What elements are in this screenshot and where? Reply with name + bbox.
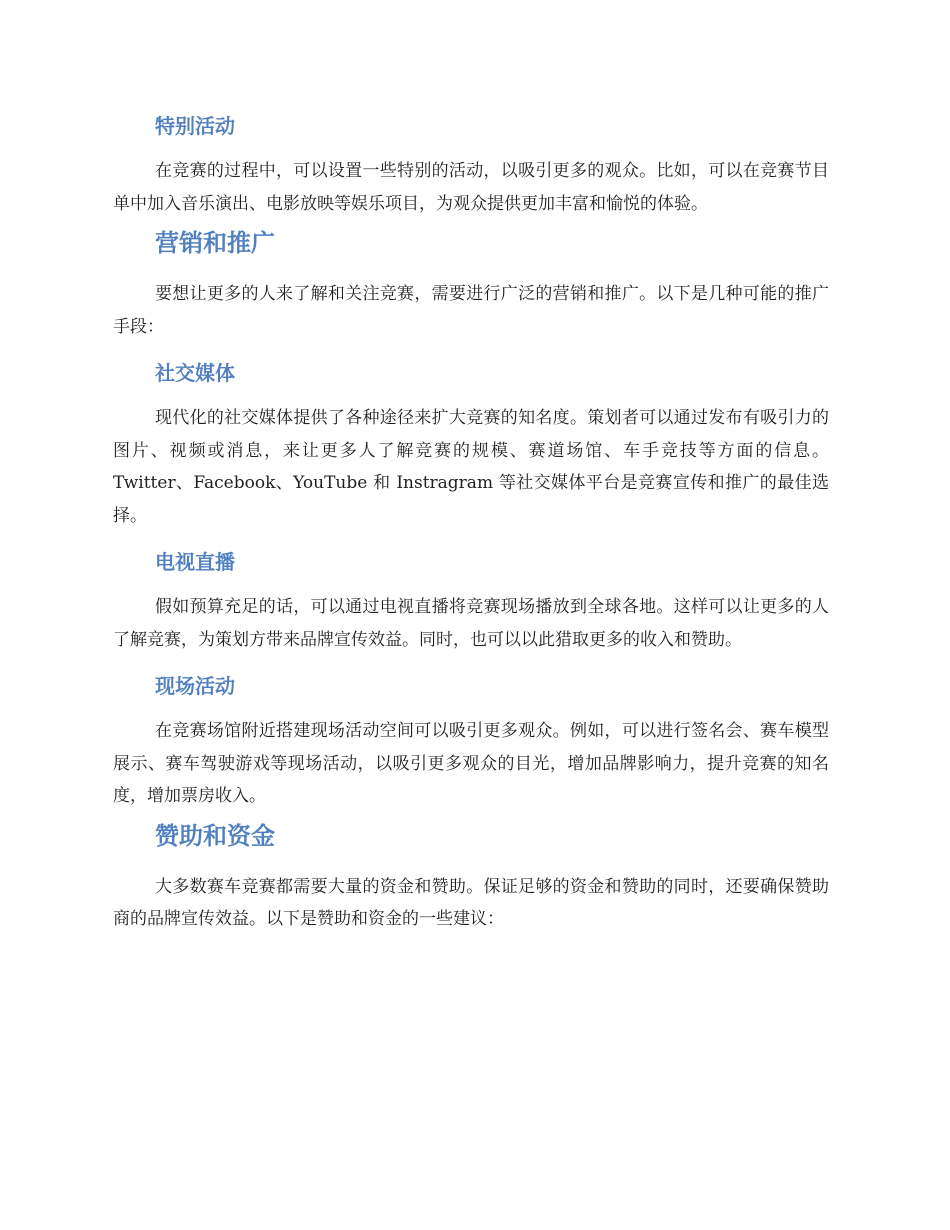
section-heading-marketing: 营销和推广 [155,229,275,257]
section-paragraph-special-events: 在竞赛的过程中，可以设置一些特别的活动，以吸引更多的观众。比如，可以在竞赛节目单中加入音乐演出、电影放映等娱乐项目，为观众提供更加丰富和愉悦的体验。 [113,161,829,214]
section-heading-sponsorship: 赞助和资金 [155,821,275,850]
section-paragraph-marketing: 要想让更多的人来了解和关注竞赛，需要进行广泛的营销和推广。以下是几种可能的推广手段： [113,284,829,337]
section-paragraph-social-media: 现代化的社交媒体提供了各种途径来扩大竞赛的知名度。策划者可以通过发布有吸引力的图片、视频或消息，来让更多人了解竞赛的规模、赛道场馆、车手竞技等方面的信息。 Twitter、Facebook、YouTube 和 Instragram 等社交媒体平台是竞赛宣传和推广的最佳选择。 [113,408,829,526]
section-heading-onsite-events: 现场活动 [155,674,235,698]
section-paragraph-onsite-events: 在竞赛场馆附近搭建现场活动空间可以吸引更多观众。例如，可以进行签名会、赛车模型展示、赛车驾驶游戏等现场活动，以吸引更多观众的目光，增加品牌影响力，提升竞赛的知名度，增加票房收入。 [113,721,829,806]
section-paragraph-sponsorship: 大多数赛车竞赛都需要大量的资金和赞助。保证足够的资金和赞助的同时，还要确保赞助商的品牌宣传效益。以下是赞助和资金的一些建议： [113,876,829,929]
section-paragraph-tv-broadcast: 假如预算充足的话，可以通过电视直播将竞赛现场播放到全球各地。这样可以让更多的人了解竞赛，为策划方带来品牌宣传效益。同时，也可以以此猎取更多的收入和赞助。 [113,597,829,650]
document-page [113,108,829,936]
section-heading-special-events: 特别活动 [155,114,235,138]
section-heading-social-media: 社交媒体 [155,361,235,385]
section-heading-tv-broadcast: 电视直播 [155,550,235,574]
